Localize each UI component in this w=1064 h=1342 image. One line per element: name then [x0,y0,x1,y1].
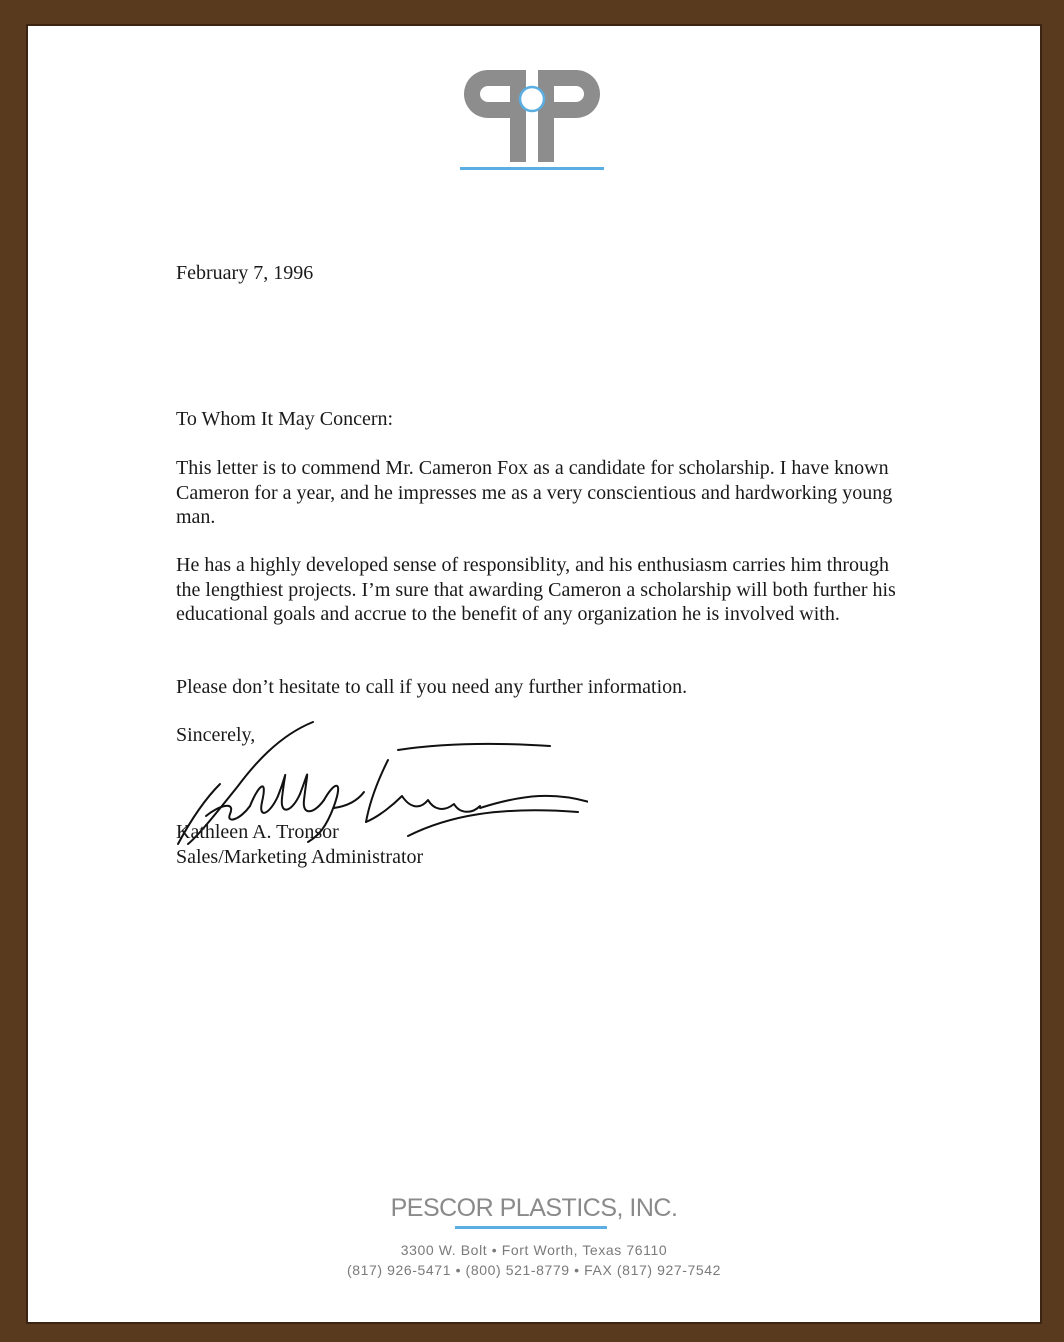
pescor-pp-logo-icon [454,66,610,174]
closing: Sincerely, [176,724,256,746]
salutation: To Whom It May Concern: [176,408,394,430]
letter-page [28,26,1040,1322]
footer-divider [455,1226,607,1229]
signer-title: Sales/Marketing Administrator [176,846,424,868]
paragraph-3: Please don’t hesitate to call if you need any further information. [176,676,688,698]
paragraph-2: He has a highly developed sense of responsiblity, and his enthusiasm carries him through the lengthiest projects. I’m sure that awarding Cameron a scholarship will both further his educational goals and accrue to the benefit of any organization he is involved with. [176,554,896,625]
letter-date: February 7, 1996 [176,262,314,284]
address-line: 3300 W. Bolt • Fort Worth, Texas 76110 [400,1242,668,1258]
footer-contact [28,1240,1040,1280]
paragraph-1: This letter is to commend Mr. Cameron Fox as a candidate for scholarship. I have known Cameron for a year, and he impresses me as a very conscientious and hardworking young man. [176,457,893,528]
phone-line: (817) 926-5471 • (800) 521-8779 • FAX (817) 927-7542 [346,1262,722,1278]
signer-name: Kathleen A. Tronsor [176,821,339,843]
company-name: PESCOR PLASTICS, INC. [390,1194,678,1222]
